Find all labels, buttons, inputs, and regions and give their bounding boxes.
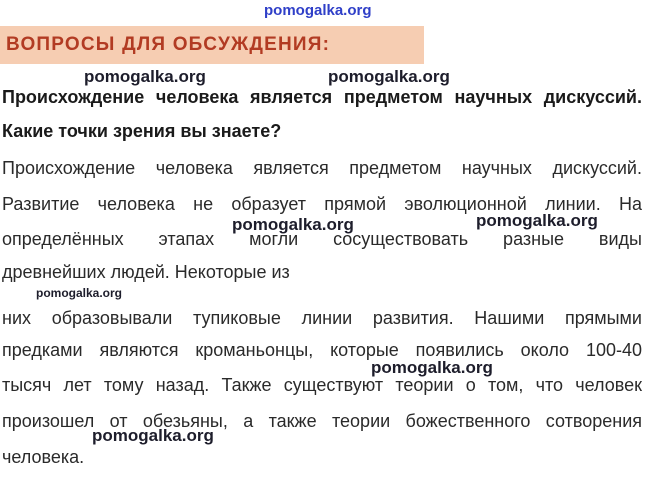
answer-line: Развитие человека не образует прямой эволюционной линии. На — [2, 194, 642, 214]
watermark: pomogalka.org — [328, 67, 450, 86]
watermark: pomogalka.org — [232, 215, 354, 234]
answer-line: человека. — [2, 447, 85, 467]
watermark: pomogalka.org — [36, 286, 123, 300]
watermark: pomogalka.org — [264, 2, 372, 19]
section-heading: ВОПРОСЫ ДЛЯ ОБСУЖДЕНИЯ: — [6, 34, 331, 55]
answer-line: Происхождение человека является предметом научных дискуссий. — [2, 158, 642, 178]
answer-line: произошел от обезьяны, а также теории божественного сотворения — [2, 411, 642, 431]
answer-line: предками являются кроманьонцы, которые появились около 100-40 — [2, 340, 642, 360]
watermark: pomogalka.org — [371, 358, 493, 377]
answer-line: определённых этапах могли сосуществовать разные виды — [2, 229, 642, 249]
watermark: pomogalka.org — [476, 211, 598, 230]
answer-line: тысяч лет тому назад. Также существуют теории о том, что человек — [2, 375, 642, 395]
discussion-question: Происхождение человека является предметом научных дискуссий. Какие точки зрения вы знаете? — [2, 87, 642, 141]
watermark: pomogalka.org — [92, 426, 214, 445]
watermark: pomogalka.org — [84, 67, 206, 86]
answer-line: них образовывали тупиковые линии развития. Нашими прямыми — [2, 308, 642, 328]
section-heading-banner — [0, 26, 424, 64]
answer-line: древнейших людей. Некоторые из — [2, 262, 290, 282]
